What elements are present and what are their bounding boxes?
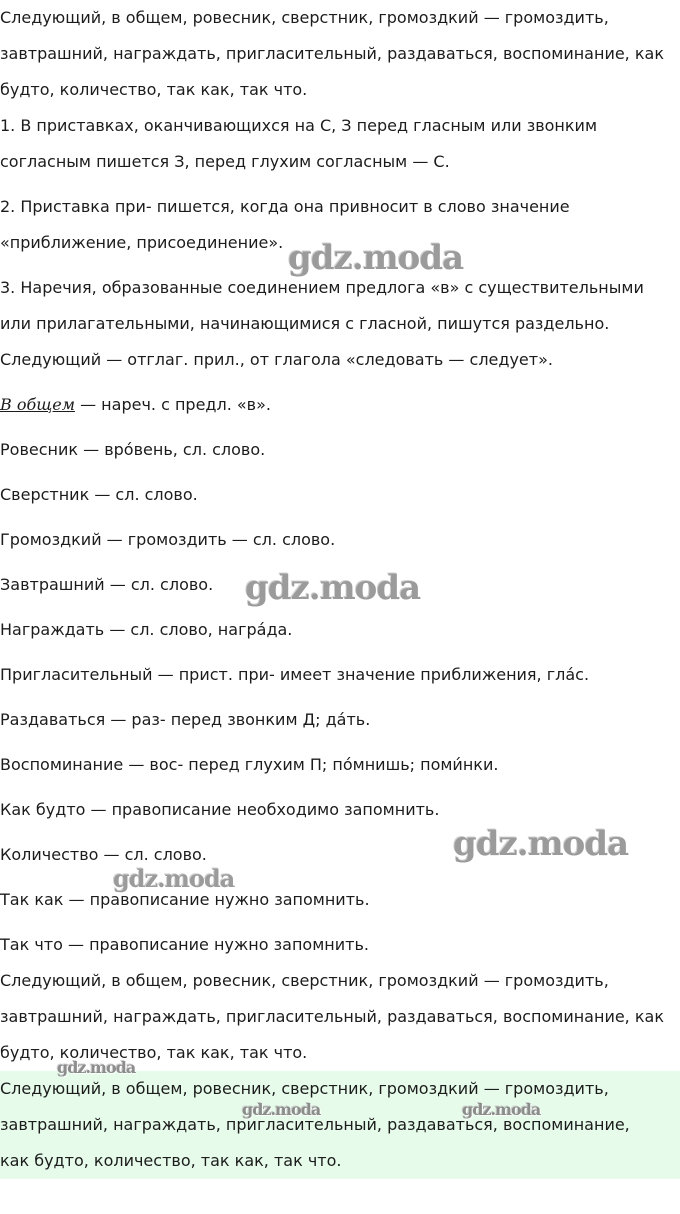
analysis-word: Раздаваться [0, 710, 106, 729]
analysis-word: Пригласительный [0, 665, 153, 684]
analysis-note: — правописание нужно запомнить. [63, 890, 370, 909]
analysis-note: — раз- перед звонким Д; да́ть. [105, 710, 371, 729]
analysis-item [0, 927, 680, 963]
analysis-note: — громоздить — сл. слово. [101, 530, 336, 549]
analysis-item [0, 882, 680, 918]
analysis-word: Воспоминание [0, 755, 124, 774]
answer-line: Следующий, в общем, ровесник, сверстник, громоздкий — громоздить, [0, 1079, 609, 1098]
analysis-word: Следующий [0, 350, 102, 369]
watermark: gdz.moda [57, 1058, 136, 1077]
rule-line: согласным пишется З, перед глухим согласным — С. [0, 152, 450, 171]
analysis-item [0, 342, 680, 378]
analysis-word: Громоздкий [0, 530, 102, 549]
analysis-note: — сл. слово, награ́да. [104, 620, 293, 639]
analysis-note: — сл. слово. [89, 485, 198, 504]
analysis-item [0, 522, 680, 558]
analysis-word: Так что [0, 935, 63, 954]
watermark: gdz.moda [453, 824, 629, 864]
rule-line: или прилагательными, начинающимися с гласной, пишутся раздельно. [0, 314, 610, 333]
analysis-word: Награждать [0, 620, 105, 639]
answer-line: завтрашний, награждать, пригласительный, раздаваться, воспоминание, [0, 1115, 630, 1134]
rule-line: «приближение, присоединение». [0, 233, 284, 252]
analysis-item [0, 612, 680, 648]
text-line: будто, количество, так как, так что. [0, 1043, 308, 1062]
analysis-item [0, 387, 680, 423]
analysis-note: — прист. при- имеет значение приближения, гла́с. [152, 665, 590, 684]
analysis-item [0, 702, 680, 738]
analysis-note: — сл. слово. [104, 575, 214, 594]
analysis-item [0, 657, 680, 693]
watermark: gdz.moda [288, 238, 464, 278]
answer-block [0, 1071, 680, 1179]
watermark: gdz.moda [462, 1100, 541, 1119]
text-line: Следующий, в общем, ровесник, сверстник, громоздкий — громоздить, [0, 8, 609, 27]
watermark: gdz.moda [242, 1100, 321, 1119]
rule-line: 1. В приставках, оканчивающихся на С, З перед гласным или звонким [0, 116, 598, 135]
analysis-word: Как будто [0, 800, 86, 819]
text-line: будто, количество, так как, так что. [0, 80, 308, 99]
analysis-word: Ровесник [0, 440, 79, 459]
watermark: gdz.moda [245, 568, 421, 608]
answer-line: как будто, количество, так как, так что. [0, 1151, 342, 1170]
analysis-word: Так как [0, 890, 64, 909]
analysis-item [0, 792, 680, 828]
analysis-word: В общем [0, 395, 75, 414]
analysis-note: — нареч. с предл. «в». [75, 395, 271, 414]
analysis-word: Количество [0, 845, 99, 864]
analysis-note: — правописание нужно запомнить. [62, 935, 369, 954]
analysis-word: Сверстник [0, 485, 90, 504]
text-line: завтрашний, награждать, пригласительный, раздаваться, воспоминание, как [0, 1007, 664, 1026]
analysis-note: — отглаг. прил., от глагола «следовать — следует». [101, 350, 553, 369]
rule-line: 2. Приставка при- пишется, когда она привносит в слово значение [0, 197, 570, 216]
analysis-item [0, 477, 680, 513]
watermark: gdz.moda [113, 864, 235, 893]
analysis-note: — вос- перед глухим П; по́мнишь; поми́нки. [123, 755, 499, 774]
text-line: Следующий, в общем, ровесник, сверстник, громоздкий — громоздить, [0, 971, 609, 990]
analysis-item [0, 747, 680, 783]
rule-line: 3. Наречия, образованные соединением предлога «в» с существительными [0, 278, 644, 297]
analysis-item [0, 432, 680, 468]
analysis-note: — сл. слово. [98, 845, 207, 864]
analysis-note: — правописание необходимо запомнить. [85, 800, 440, 819]
text-line: завтрашний, награждать, пригласительный, раздаваться, воспоминание, как [0, 44, 664, 63]
analysis-note: — вро́вень, сл. слово. [78, 440, 266, 459]
analysis-word: Завтрашний [0, 575, 105, 594]
